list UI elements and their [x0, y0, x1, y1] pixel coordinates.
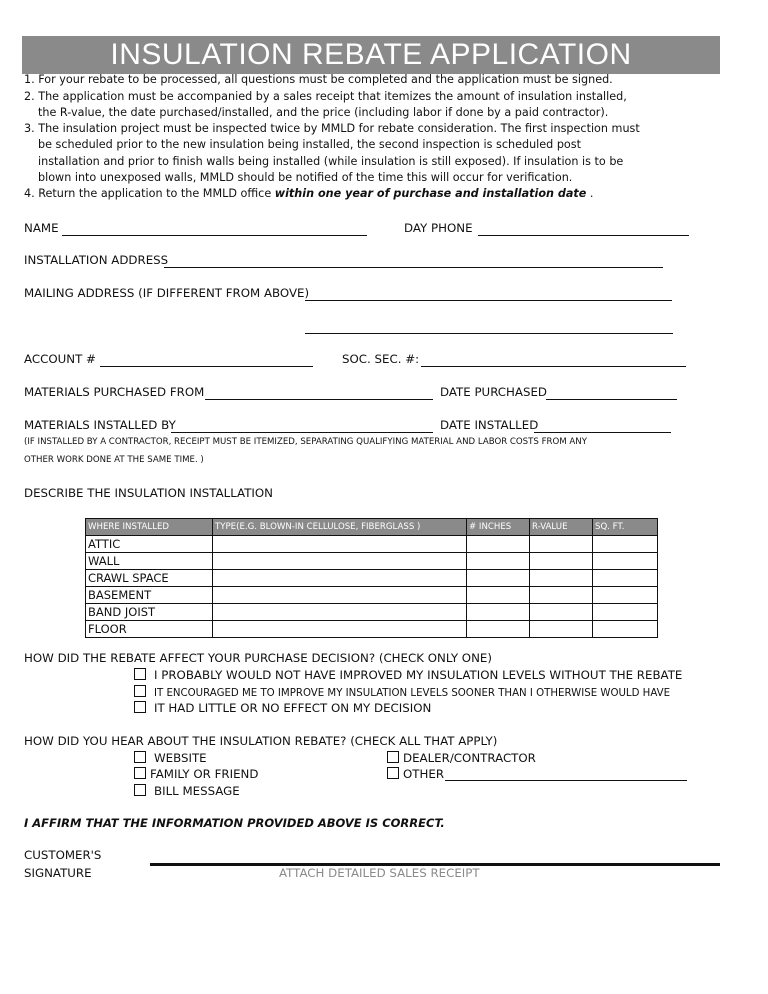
table-cell[interactable]: [213, 604, 467, 621]
table-header: WHERE INSTALLED: [86, 519, 213, 536]
checkbox[interactable]: [134, 701, 146, 713]
instruction-4-suffix: .: [586, 187, 594, 200]
table-cell[interactable]: [467, 553, 530, 570]
installation-table: [85, 518, 658, 638]
table-cell[interactable]: [530, 570, 593, 587]
instruction-3: 3. The insulation project must be inspected twice by MMLD for rebate consideration. The first inspection must: [24, 122, 640, 135]
affirmation: I AFFIRM THAT THE INFORMATION PROVIDED ABOVE IS CORRECT.: [24, 816, 445, 830]
date-installed-label: DATE INSTALLED: [440, 418, 539, 432]
instruction-4-prefix: 4. Return the application to the MMLD office: [24, 187, 275, 200]
table-row: [86, 536, 658, 553]
other-field[interactable]: [445, 780, 687, 781]
table-cell[interactable]: [530, 587, 593, 604]
table-cell[interactable]: [467, 587, 530, 604]
instruction-3-cont-a: be scheduled prior to the new insulation being installed, the second inspection is scheduled post: [38, 138, 581, 151]
day-phone-label: DAY PHONE: [404, 221, 473, 235]
soc-sec-field[interactable]: [421, 366, 686, 367]
table-row: [86, 604, 658, 621]
option-label: DEALER/CONTRACTOR: [403, 751, 536, 765]
mailing-address-field-2[interactable]: [305, 333, 673, 334]
q2-option-dealer[interactable]: [387, 751, 536, 765]
table-cell[interactable]: [593, 553, 658, 570]
checkbox[interactable]: [134, 767, 146, 779]
row-label: CRAWL SPACE: [86, 570, 213, 587]
contractor-note-line-1: (IF INSTALLED BY A CONTRACTOR, RECEIPT MUST BE ITEMIZED, SEPARATING QUALIFYING MATERIAL AND LABOR COSTS FROM ANY: [24, 437, 587, 447]
checkbox[interactable]: [134, 784, 146, 796]
form-title: INSULATION REBATE APPLICATION: [22, 36, 720, 74]
instruction-4: [24, 186, 593, 202]
table-cell[interactable]: [213, 587, 467, 604]
contractor-note-line-2: OTHER WORK DONE AT THE SAME TIME. ): [24, 455, 204, 465]
soc-sec-label: SOC. SEC. #:: [342, 352, 420, 366]
name-label: NAME: [24, 221, 59, 235]
table-row: [86, 570, 658, 587]
table-row: [86, 587, 658, 604]
table-cell[interactable]: [213, 553, 467, 570]
instruction-2: 2. The application must be accompanied by a sales receipt that itemizes the amount of insulation installed,: [24, 90, 627, 103]
date-installed-field[interactable]: [534, 432, 671, 433]
instruction-3-cont-b: installation and prior to finish walls being installed (while insulation is still exposed). If insulation is to be: [38, 155, 624, 168]
date-purchased-field[interactable]: [546, 399, 677, 400]
row-label: FLOOR: [86, 621, 213, 638]
date-purchased-label: DATE PURCHASED: [440, 385, 548, 399]
table-cell[interactable]: [467, 621, 530, 638]
checkbox[interactable]: [387, 751, 399, 763]
signature-label-1: CUSTOMER'S: [24, 848, 102, 862]
materials-installed-field[interactable]: [171, 432, 433, 433]
table-cell[interactable]: [530, 536, 593, 553]
table-cell[interactable]: [593, 604, 658, 621]
table-cell[interactable]: [530, 604, 593, 621]
table-cell[interactable]: [593, 570, 658, 587]
materials-installed-label: MATERIALS INSTALLED BY: [24, 418, 176, 432]
option-label: WEBSITE: [154, 751, 207, 765]
signature-label-2: SIGNATURE: [24, 866, 92, 880]
mailing-address-label: MAILING ADDRESS (IF DIFFERENT FROM ABOVE): [24, 286, 310, 300]
installation-address-label: INSTALLATION ADDRESS: [24, 253, 169, 267]
checkbox[interactable]: [134, 751, 146, 763]
instruction-2-cont: the R-value, the date purchased/installed, and the price (including labor if done by a paid contractor).: [38, 106, 609, 119]
row-label: WALL: [86, 553, 213, 570]
q2-question: HOW DID YOU HEAR ABOUT THE INSULATION REBATE? (CHECK ALL THAT APPLY): [24, 734, 498, 748]
q1-option-2[interactable]: [134, 685, 670, 699]
table-cell[interactable]: [593, 587, 658, 604]
option-label: IT ENCOURAGED ME TO IMPROVE MY INSULATION LEVELS SOONER THAN I OTHERWISE WOULD HAVE: [154, 688, 671, 699]
option-label: OTHER: [403, 767, 445, 781]
q1-option-1[interactable]: [134, 668, 682, 682]
table-cell[interactable]: [593, 621, 658, 638]
checkbox[interactable]: [387, 767, 399, 779]
describe-heading: DESCRIBE THE INSULATION INSTALLATION: [24, 486, 274, 500]
option-label: BILL MESSAGE: [154, 784, 240, 798]
row-label: ATTIC: [86, 536, 213, 553]
q2-option-other[interactable]: [387, 767, 444, 781]
q2-option-website[interactable]: [134, 751, 207, 765]
account-label: ACCOUNT #: [24, 352, 96, 366]
row-label: BASEMENT: [86, 587, 213, 604]
option-label: I PROBABLY WOULD NOT HAVE IMPROVED MY INSULATION LEVELS WITHOUT THE REBATE: [154, 668, 683, 682]
table-cell[interactable]: [213, 536, 467, 553]
table-cell[interactable]: [467, 570, 530, 587]
table-header: # INCHES: [467, 519, 530, 536]
name-field[interactable]: [62, 235, 367, 236]
table-header: R-VALUE: [530, 519, 593, 536]
option-label: IT HAD LITTLE OR NO EFFECT ON MY DECISION: [154, 701, 432, 715]
table-header-row: [86, 519, 658, 536]
instruction-1: 1. For your rebate to be processed, all questions must be completed and the application must be signed.: [24, 73, 613, 86]
table-header: TYPE(E.G. BLOWN-IN CELLULOSE, FIBERGLASS ): [213, 519, 467, 536]
q1-option-3[interactable]: [134, 701, 431, 715]
day-phone-field[interactable]: [478, 235, 689, 236]
table-cell[interactable]: [213, 621, 467, 638]
table-cell[interactable]: [593, 536, 658, 553]
table-row: [86, 553, 658, 570]
table-cell[interactable]: [530, 621, 593, 638]
row-label: BAND JOIST: [86, 604, 213, 621]
materials-purchased-field[interactable]: [205, 399, 433, 400]
checkbox[interactable]: [134, 685, 146, 697]
installation-address-field[interactable]: [164, 267, 663, 268]
mailing-address-field[interactable]: [305, 300, 672, 301]
account-field[interactable]: [100, 366, 313, 367]
instruction-3-cont-c: blown into unexposed walls, MMLD should be notified of the time this will occur for verification.: [38, 171, 573, 184]
table-cell[interactable]: [467, 604, 530, 621]
checkbox[interactable]: [134, 668, 146, 680]
table-row: [86, 621, 658, 638]
instruction-4-deadline: within one year of purchase and installation date: [274, 187, 587, 200]
table-cell[interactable]: [467, 536, 530, 553]
table-cell[interactable]: [213, 570, 467, 587]
table-header: SQ. FT.: [593, 519, 658, 536]
option-label: FAMILY OR FRIEND: [150, 767, 259, 781]
q1-question: HOW DID THE REBATE AFFECT YOUR PURCHASE DECISION? (CHECK ONLY ONE): [24, 651, 492, 665]
q2-option-bill[interactable]: [134, 784, 240, 798]
table-cell[interactable]: [530, 553, 593, 570]
attach-receipt-note: ATTACH DETAILED SALES RECEIPT: [279, 866, 480, 880]
materials-purchased-label: MATERIALS PURCHASED FROM: [24, 385, 205, 399]
q2-option-family[interactable]: [134, 767, 258, 781]
